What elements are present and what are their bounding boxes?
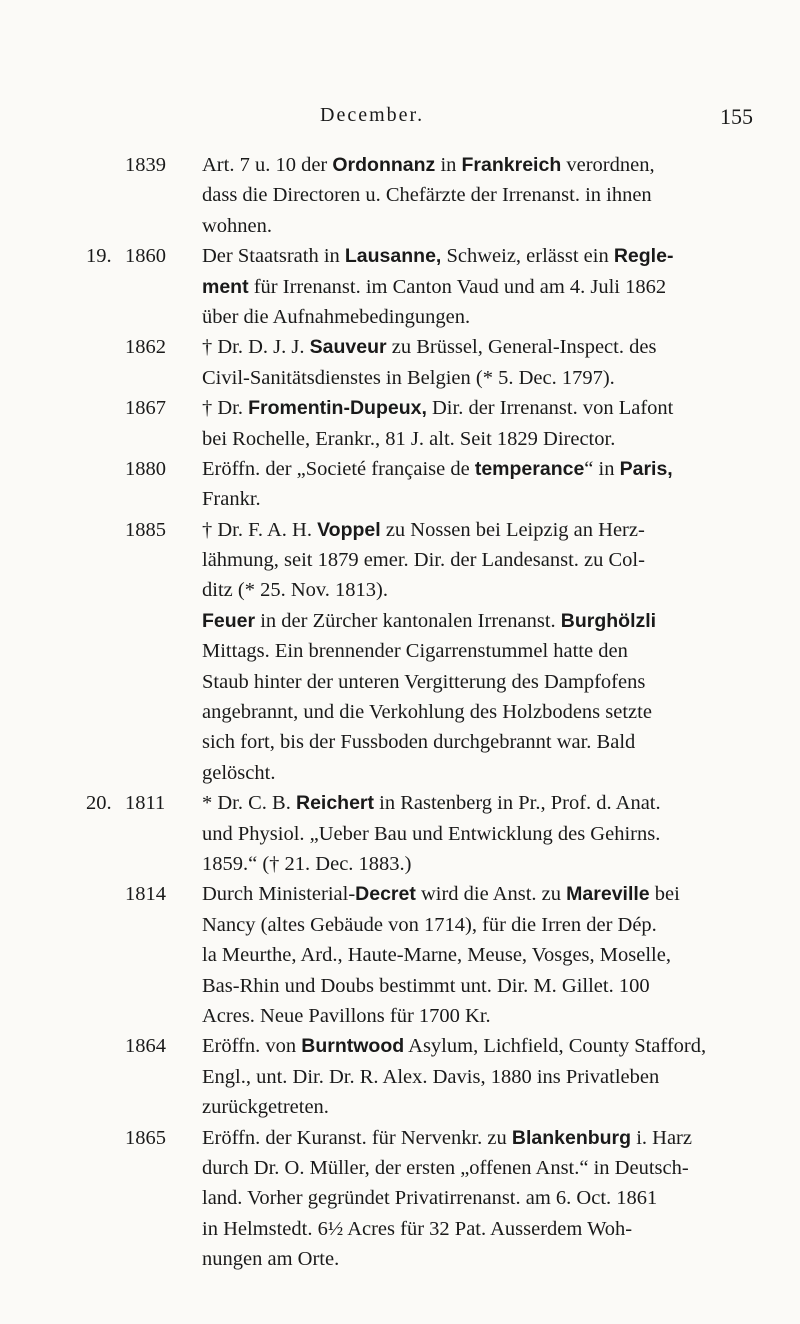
- entry-line: durch Dr. O. Müller, der ersten „offenen Anst.“ in Deutsch-: [202, 1156, 689, 1179]
- entry-line: † Dr. D. J. J. Sauveur zu Brüssel, General-Inspect. des: [202, 336, 657, 359]
- entry-line: Eröffn. von Burntwood Asylum, Lichfield, County Stafford,: [202, 1035, 707, 1058]
- entry-line: Mittags. Ein brennender Cigarrenstummel hatte den: [202, 640, 628, 663]
- entry-year: 1814: [125, 883, 166, 906]
- entry-line: Engl., unt. Dir. Dr. R. Alex. Davis, 1880 ins Privatleben: [202, 1065, 660, 1088]
- entry-line: Eröffn. der „Societé française de temperance“ in Paris,: [202, 457, 673, 480]
- entry-line: Staub hinter der unteren Vergitterung des Dampfofens: [202, 670, 646, 693]
- entry-line: wohnen.: [202, 214, 273, 237]
- entry-line: sich fort, bis der Fussboden durchgebrannt war. Bald: [202, 731, 636, 754]
- entry-text: [202, 1031, 707, 1122]
- entry-line: land. Vorher gegründet Privatirrenanst. am 6. Oct. 1861: [202, 1187, 658, 1210]
- entry-line: Durch Ministerial-Decret wird die Anst. zu Mareville bei: [202, 883, 680, 906]
- entry-text: [202, 788, 702, 879]
- entry-line: Acres. Neue Pavillons für 1700 Kr.: [202, 1004, 491, 1027]
- entry-line: gelöscht.: [202, 761, 276, 784]
- entry-year: 1839: [125, 154, 166, 176]
- entry-year: 1811: [125, 792, 166, 815]
- entry-line: † Dr. Fromentin-Dupeux, Dir. der Irrenanst. von Lafont: [202, 397, 674, 420]
- entry-line: angebrannt, und die Verkohlung des Holzbodens setzte: [202, 701, 652, 724]
- chronicle-entry: [0, 1123, 800, 1275]
- entry-year: 1885: [125, 518, 166, 541]
- chronicle-entry: [0, 788, 800, 879]
- entry-year: 1865: [125, 1126, 166, 1149]
- page-number: 155: [720, 104, 753, 129]
- chronicle-entry: [0, 393, 800, 454]
- entry-line: lähmung, seit 1879 emer. Dir. der Landesanst. zu Col-: [202, 549, 645, 572]
- entry-line: la Meurthe, Ard., Haute-Marne, Meuse, Vosges, Moselle,: [202, 944, 671, 967]
- entry-line: Civil-Sanitätsdienstes in Belgien (* 5. Dec. 1797).: [202, 366, 615, 389]
- entry-text: [202, 515, 702, 789]
- entry-text: [202, 393, 702, 454]
- entry-line: ment für Irrenanst. im Canton Vaud und am 4. Juli 1862: [202, 275, 667, 298]
- entry-line: Bas-Rhin und Doubs bestimmt unt. Dir. M. Gillet. 100: [202, 974, 650, 997]
- entry-line: Frankr.: [202, 488, 261, 511]
- entry-line: * Dr. C. B. Reichert in Rastenberg in Pr., Prof. d. Anat.: [202, 792, 661, 815]
- entry-line: Der Staatsrath in Lausanne, Schweiz, erlässt ein Regle-: [202, 245, 674, 268]
- entry-day-number: 19.: [86, 245, 112, 268]
- entry-text: [202, 454, 702, 515]
- entry-line: dass die Directoren u. Chefärzte der Irrenanst. in ihnen: [202, 184, 652, 207]
- chronicle-entry: [0, 332, 800, 393]
- entry-line: Feuer in der Zürcher kantonalen Irrenanst. Burghölzli: [202, 609, 657, 632]
- chronicle-entry: [0, 454, 800, 515]
- chronicle-entry: [0, 515, 800, 789]
- entry-line: Eröffn. der Kuranst. für Nervenkr. zu Blankenburg i. Harz: [202, 1126, 692, 1149]
- chronicle-entry: [0, 1031, 800, 1122]
- entry-line: zurückgetreten.: [202, 1096, 329, 1119]
- page-header: [0, 104, 800, 134]
- entry-line: † Dr. F. A. H. Voppel zu Nossen bei Leipzig an Herz-: [202, 518, 645, 541]
- entry-line: 1859.“ († 21. Dec. 1883.): [202, 852, 412, 875]
- chronicle-entries: [0, 150, 800, 1274]
- entry-year: 1860: [125, 245, 166, 268]
- entry-year: 1862: [125, 336, 166, 359]
- entry-line: und Physiol. „Ueber Bau und Entwicklung des Gehirns.: [202, 822, 661, 845]
- running-title: December.: [320, 104, 425, 126]
- entry-text: [202, 1123, 702, 1275]
- chronicle-entry: [0, 879, 800, 1031]
- entry-text: [202, 879, 702, 1031]
- entry-day-number: 20.: [86, 792, 112, 815]
- entry-text: [202, 332, 702, 393]
- entry-line: in Helmstedt. 6½ Acres für 32 Pat. Ausserdem Woh-: [202, 1217, 633, 1240]
- entry-line: ditz (* 25. Nov. 1813).: [202, 579, 388, 602]
- entry-line: bei Rochelle, Erankr., 81 J. alt. Seit 1829 Director.: [202, 427, 616, 450]
- entry-line: nungen am Orte.: [202, 1248, 340, 1271]
- entry-line: Art. 7 u. 10 der Ordonnanz in Frankreich verordnen,: [202, 154, 655, 176]
- chronicle-entry: [0, 150, 800, 241]
- entry-text: [202, 241, 702, 332]
- entry-year: 1867: [125, 397, 166, 420]
- entry-year: 1880: [125, 457, 166, 480]
- entry-line: Nancy (altes Gebäude von 1714), für die Irren der Dép.: [202, 913, 657, 936]
- chronicle-entry: [0, 241, 800, 332]
- entry-line: über die Aufnahmebedingungen.: [202, 305, 471, 328]
- entry-year: 1864: [125, 1035, 166, 1058]
- entry-text: [202, 150, 702, 241]
